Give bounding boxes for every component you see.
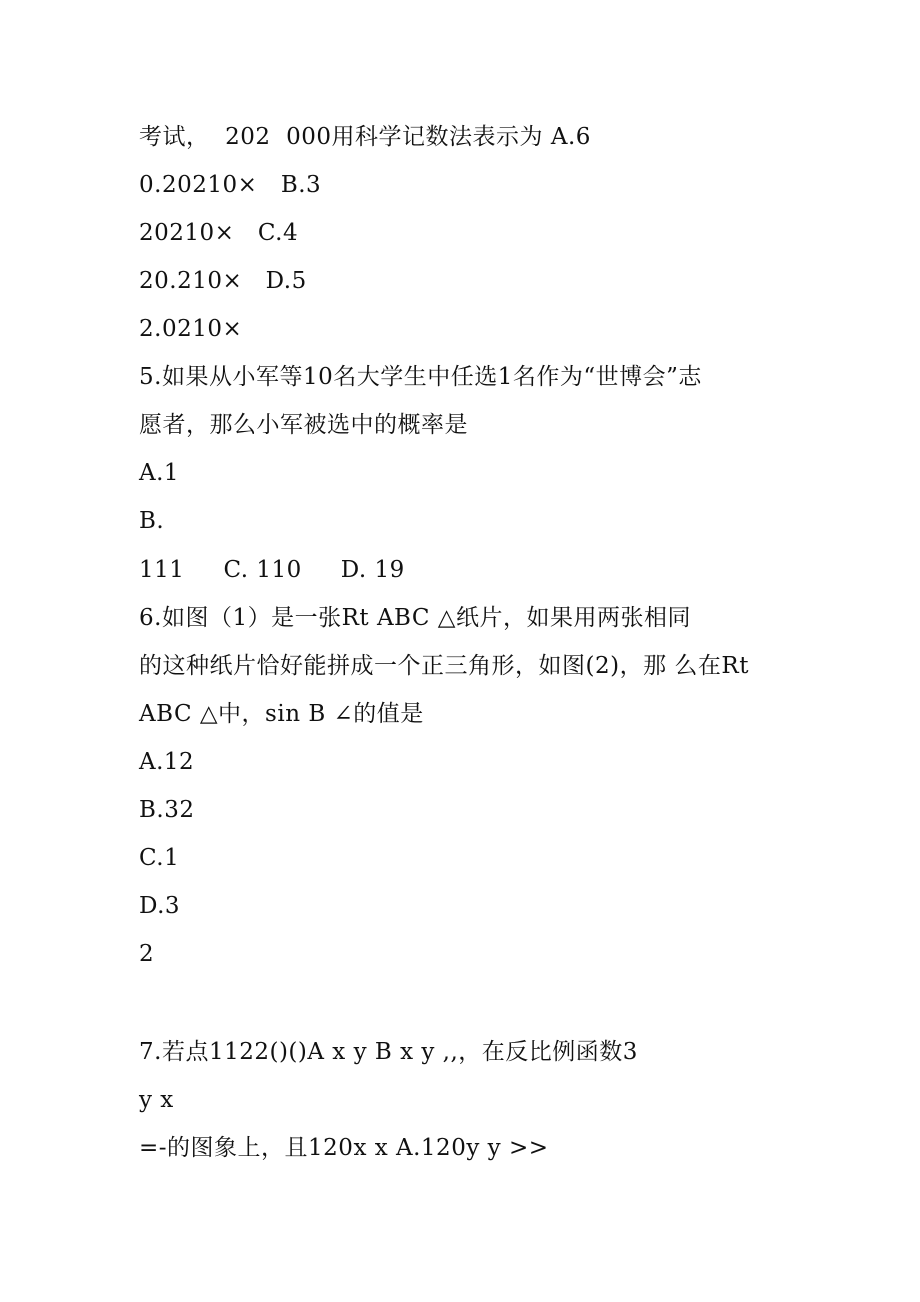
text-line: 2 xyxy=(139,941,155,967)
question-6-line-3: ABC △中，sin B ∠的值是 xyxy=(139,701,424,727)
question-7-line-2: y x xyxy=(139,1087,174,1113)
option-b: B.32 xyxy=(139,797,195,823)
text-line: 2.0210× xyxy=(139,316,243,342)
text-line: 20.210× D.5 xyxy=(139,268,307,294)
question-5-line-1: 5.如果从小军等10名大学生中任选1名作为“世博会”志 xyxy=(139,364,702,390)
option-d: D.3 xyxy=(139,893,181,919)
option-a: A.1 xyxy=(139,460,180,486)
question-6-line-2: 的这种纸片恰好能拼成一个正三角形，如图(2)，那 么在Rt xyxy=(139,653,749,679)
question-7-line-3: =-的图象上，且120x x A.120y y >> xyxy=(139,1135,549,1161)
question-7-line-1: 7.若点1122()()A x y B x y ,,，在反比例函数3 xyxy=(139,1039,638,1065)
options-row: 111 C. 110 D. 19 xyxy=(139,557,405,583)
option-c: C.1 xyxy=(139,845,180,871)
text-line: 考试， 202 000用科学记数法表示为 A.6 xyxy=(139,124,591,150)
option-b: B. xyxy=(139,508,165,534)
question-6-line-1: 6.如图（1）是一张Rt ABC △纸片，如果用两张相同 xyxy=(139,605,691,631)
option-a: A.12 xyxy=(139,749,195,775)
text-line: 0.20210× B.3 xyxy=(139,172,322,198)
text-line: 20210× C.4 xyxy=(139,220,299,246)
question-5-line-2: 愿者，那么小军被选中的概率是 xyxy=(139,412,468,438)
